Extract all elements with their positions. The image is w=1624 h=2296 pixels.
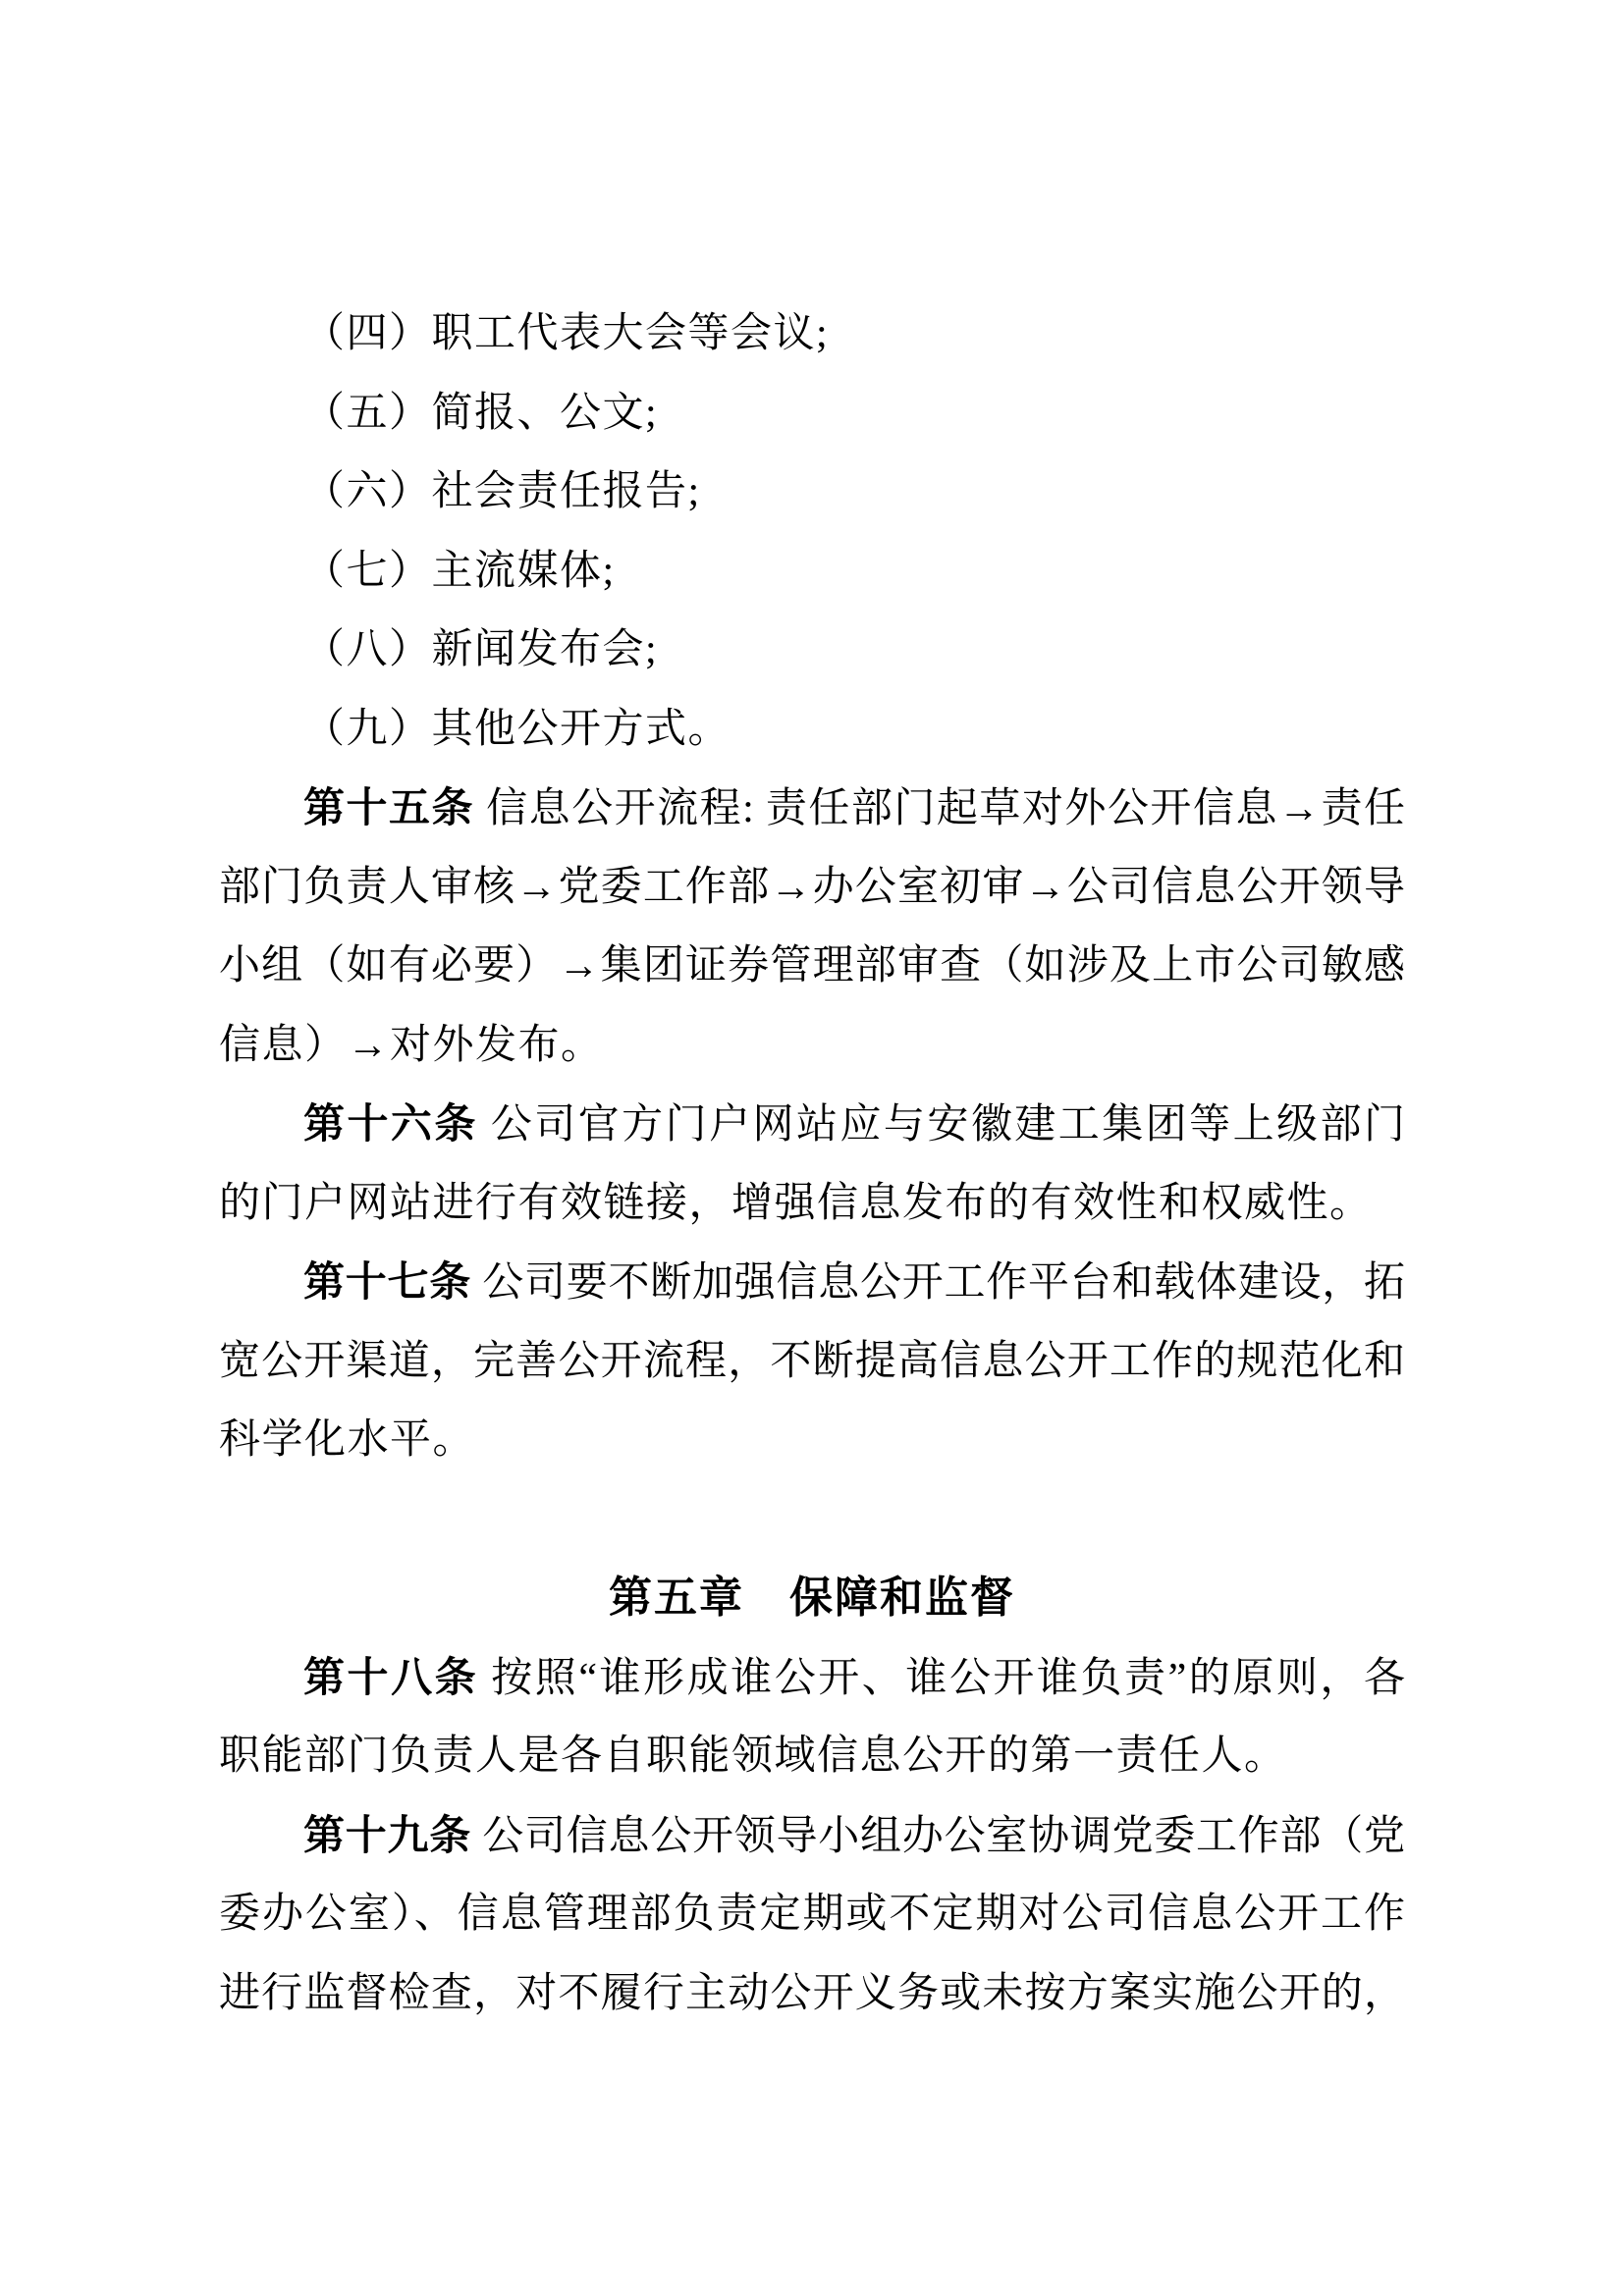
list-item-8 [219, 611, 1405, 690]
article-17-line-3 [219, 1401, 1405, 1480]
article-number: 第十七条 [303, 1258, 471, 1305]
text-run: 部门负责人审核→党委工作部→办公室初审→公司信息公开领导 [219, 864, 1405, 910]
text-run: 职能部门负责人是各自职能领域信息公开的第一责任人。 [219, 1734, 1287, 1779]
article-19-line-2 [219, 1875, 1405, 1954]
text-run: （六）社会责任报告; [303, 469, 701, 514]
list-item-6 [219, 453, 1405, 532]
text-run: 科学化水平。 [219, 1417, 476, 1463]
text-run: 按照“谁形成谁公开、谁公开谁负责”的原则，各 [478, 1655, 1405, 1701]
article-18-line-1 [219, 1638, 1405, 1718]
text-run: 小组（如有必要）→集团证券管理部审查（如涉及上市公司敏感 [219, 943, 1405, 988]
text-run: 进行监督检查，对不履行主动公开义务或未按方案实施公开的， [219, 1970, 1405, 2016]
document-lines [219, 294, 1405, 2033]
text-run: 信息）→对外发布。 [219, 1022, 604, 1068]
article-number: 第十五条 [303, 784, 475, 830]
article-number: 第十八条 [303, 1653, 479, 1700]
article-17-line-1 [219, 1243, 1405, 1322]
article-16-line-2 [219, 1164, 1405, 1244]
article-18-line-2 [219, 1717, 1405, 1796]
article-16-line-1 [219, 1085, 1405, 1164]
text-run: （五）简报、公文; [303, 390, 659, 436]
text-run: 公司信息公开领导小组办公室协调党委工作部（党 [471, 1813, 1405, 1859]
text-run: （八）新闻发布会; [303, 627, 659, 672]
list-item-7 [219, 532, 1405, 612]
text-run: 的门户网站进行有效链接，增强信息发布的有效性和权威性。 [219, 1180, 1373, 1226]
list-item-5 [219, 374, 1405, 454]
text-run: 宽公开渠道，完善公开流程，不断提高信息公开工作的规范化和 [219, 1338, 1405, 1384]
text-run: 委办公室）、信息管理部负责定期或不定期对公司信息公开工作 [219, 1892, 1405, 1937]
text-run: （九）其他公开方式。 [303, 706, 731, 752]
text-run: 信息公开流程: 责任部门起草对外公开信息→责任 [474, 786, 1405, 831]
text-run: 公司要不断加强信息公开工作平台和载体建设，拓 [471, 1260, 1405, 1306]
article-number: 第十九条 [303, 1811, 471, 1858]
article-15-line-1 [219, 769, 1405, 848]
text-run: 公司官方门户网站应与安徽建工集团等上级部门 [477, 1102, 1405, 1148]
article-17-line-2 [219, 1322, 1405, 1402]
list-item-4 [219, 294, 1405, 374]
article-15-line-4 [219, 1006, 1405, 1086]
article-15-line-2 [219, 848, 1405, 928]
article-number: 第五章 保障和监督 [609, 1574, 1015, 1622]
article-15-line-3 [219, 927, 1405, 1006]
chapter-5-heading [219, 1559, 1405, 1638]
spacer-line [219, 1480, 1405, 1560]
list-item-9 [219, 690, 1405, 770]
article-19-line-1 [219, 1796, 1405, 1876]
text-run: （四）职工代表大会等会议; [303, 311, 830, 356]
article-number: 第十六条 [303, 1100, 478, 1147]
article-19-line-3 [219, 1954, 1405, 2034]
text-run: （七）主流媒体; [303, 548, 616, 594]
